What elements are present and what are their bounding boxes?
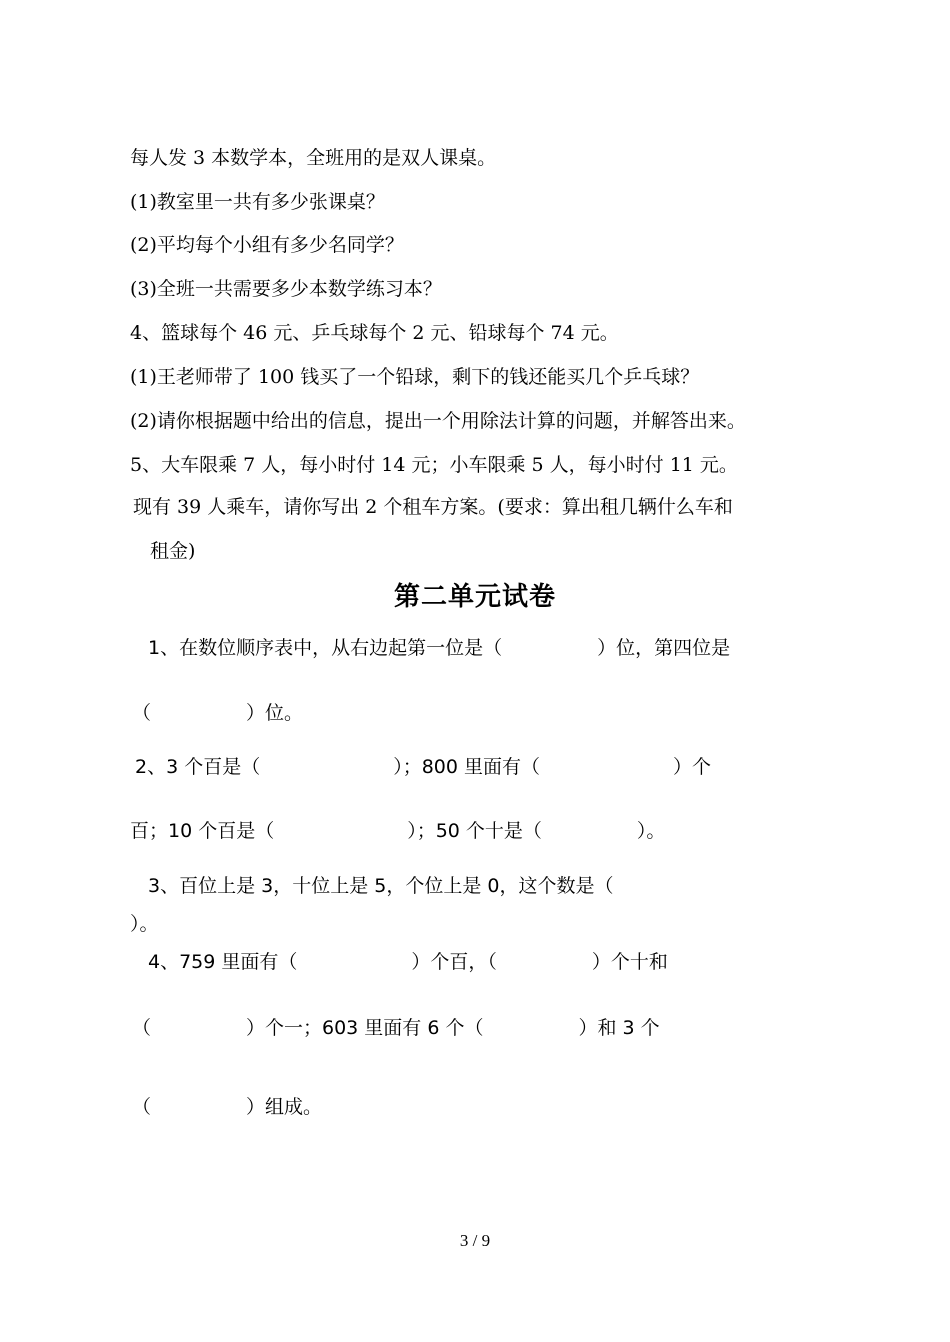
exam-question-1-line2: （ ）位。 bbox=[132, 702, 304, 724]
question-3-3: (3)全班一共需要多少本数学练习本？ bbox=[130, 278, 442, 300]
exam-question-1-line1: 1、在数位顺序表中，从右边起第一位是（ ）位，第四位是 bbox=[148, 637, 731, 659]
page-number: 3 / 9 bbox=[459, 1231, 491, 1250]
question-5: 5、大车限乘 7 人，每小时付 14 元；小车限乘 5 人，每小时付 11 元。 bbox=[130, 454, 738, 476]
question-4-2: (2)请你根据题中给出的信息，提出一个用除法计算的问题，并解答出来。 bbox=[130, 410, 746, 432]
question-4: 4、篮球每个 46 元、乒乓球每个 2 元、铅球每个 74 元。 bbox=[130, 322, 619, 344]
exam-question-3-line1: 3、百位上是 3，十位上是 5，个位上是 0，这个数是（ bbox=[148, 875, 614, 897]
exam-question-2-line1: 2、3 个百是（ ）；800 里面有（ ）个 bbox=[135, 756, 712, 778]
exam-question-4-line2: （ ）个一；603 里面有 6 个（ ）和 3 个 bbox=[132, 1017, 660, 1039]
question-5-line2: 现有 39 人乘车，请你写出 2 个租车方案。(要求：算出租几辆什么车和 bbox=[133, 496, 733, 518]
exam-question-2-line2: 百；10 个百是（ ）；50 个十是（ ）。 bbox=[130, 820, 666, 842]
section-title: 第二单元试卷 bbox=[393, 582, 556, 612]
question-5-line3: 租金) bbox=[150, 540, 196, 562]
text-line: 每人发 3 本数学本，全班用的是双人课桌。 bbox=[130, 147, 497, 169]
exam-question-4-line3: （ ）组成。 bbox=[132, 1096, 323, 1118]
question-3-2: (2)平均每个小组有多少名同学？ bbox=[130, 234, 404, 256]
exam-question-3-line2: ）。 bbox=[130, 913, 159, 935]
question-4-1: (1)王老师带了 100 钱买了一个铅球，剩下的钱还能买几个乒乓球？ bbox=[130, 366, 700, 388]
question-3-1: (1)教室里一共有多少张课桌？ bbox=[130, 191, 385, 213]
exam-question-4-line1: 4、759 里面有（ ）个百，（ ）个十和 bbox=[148, 951, 668, 973]
